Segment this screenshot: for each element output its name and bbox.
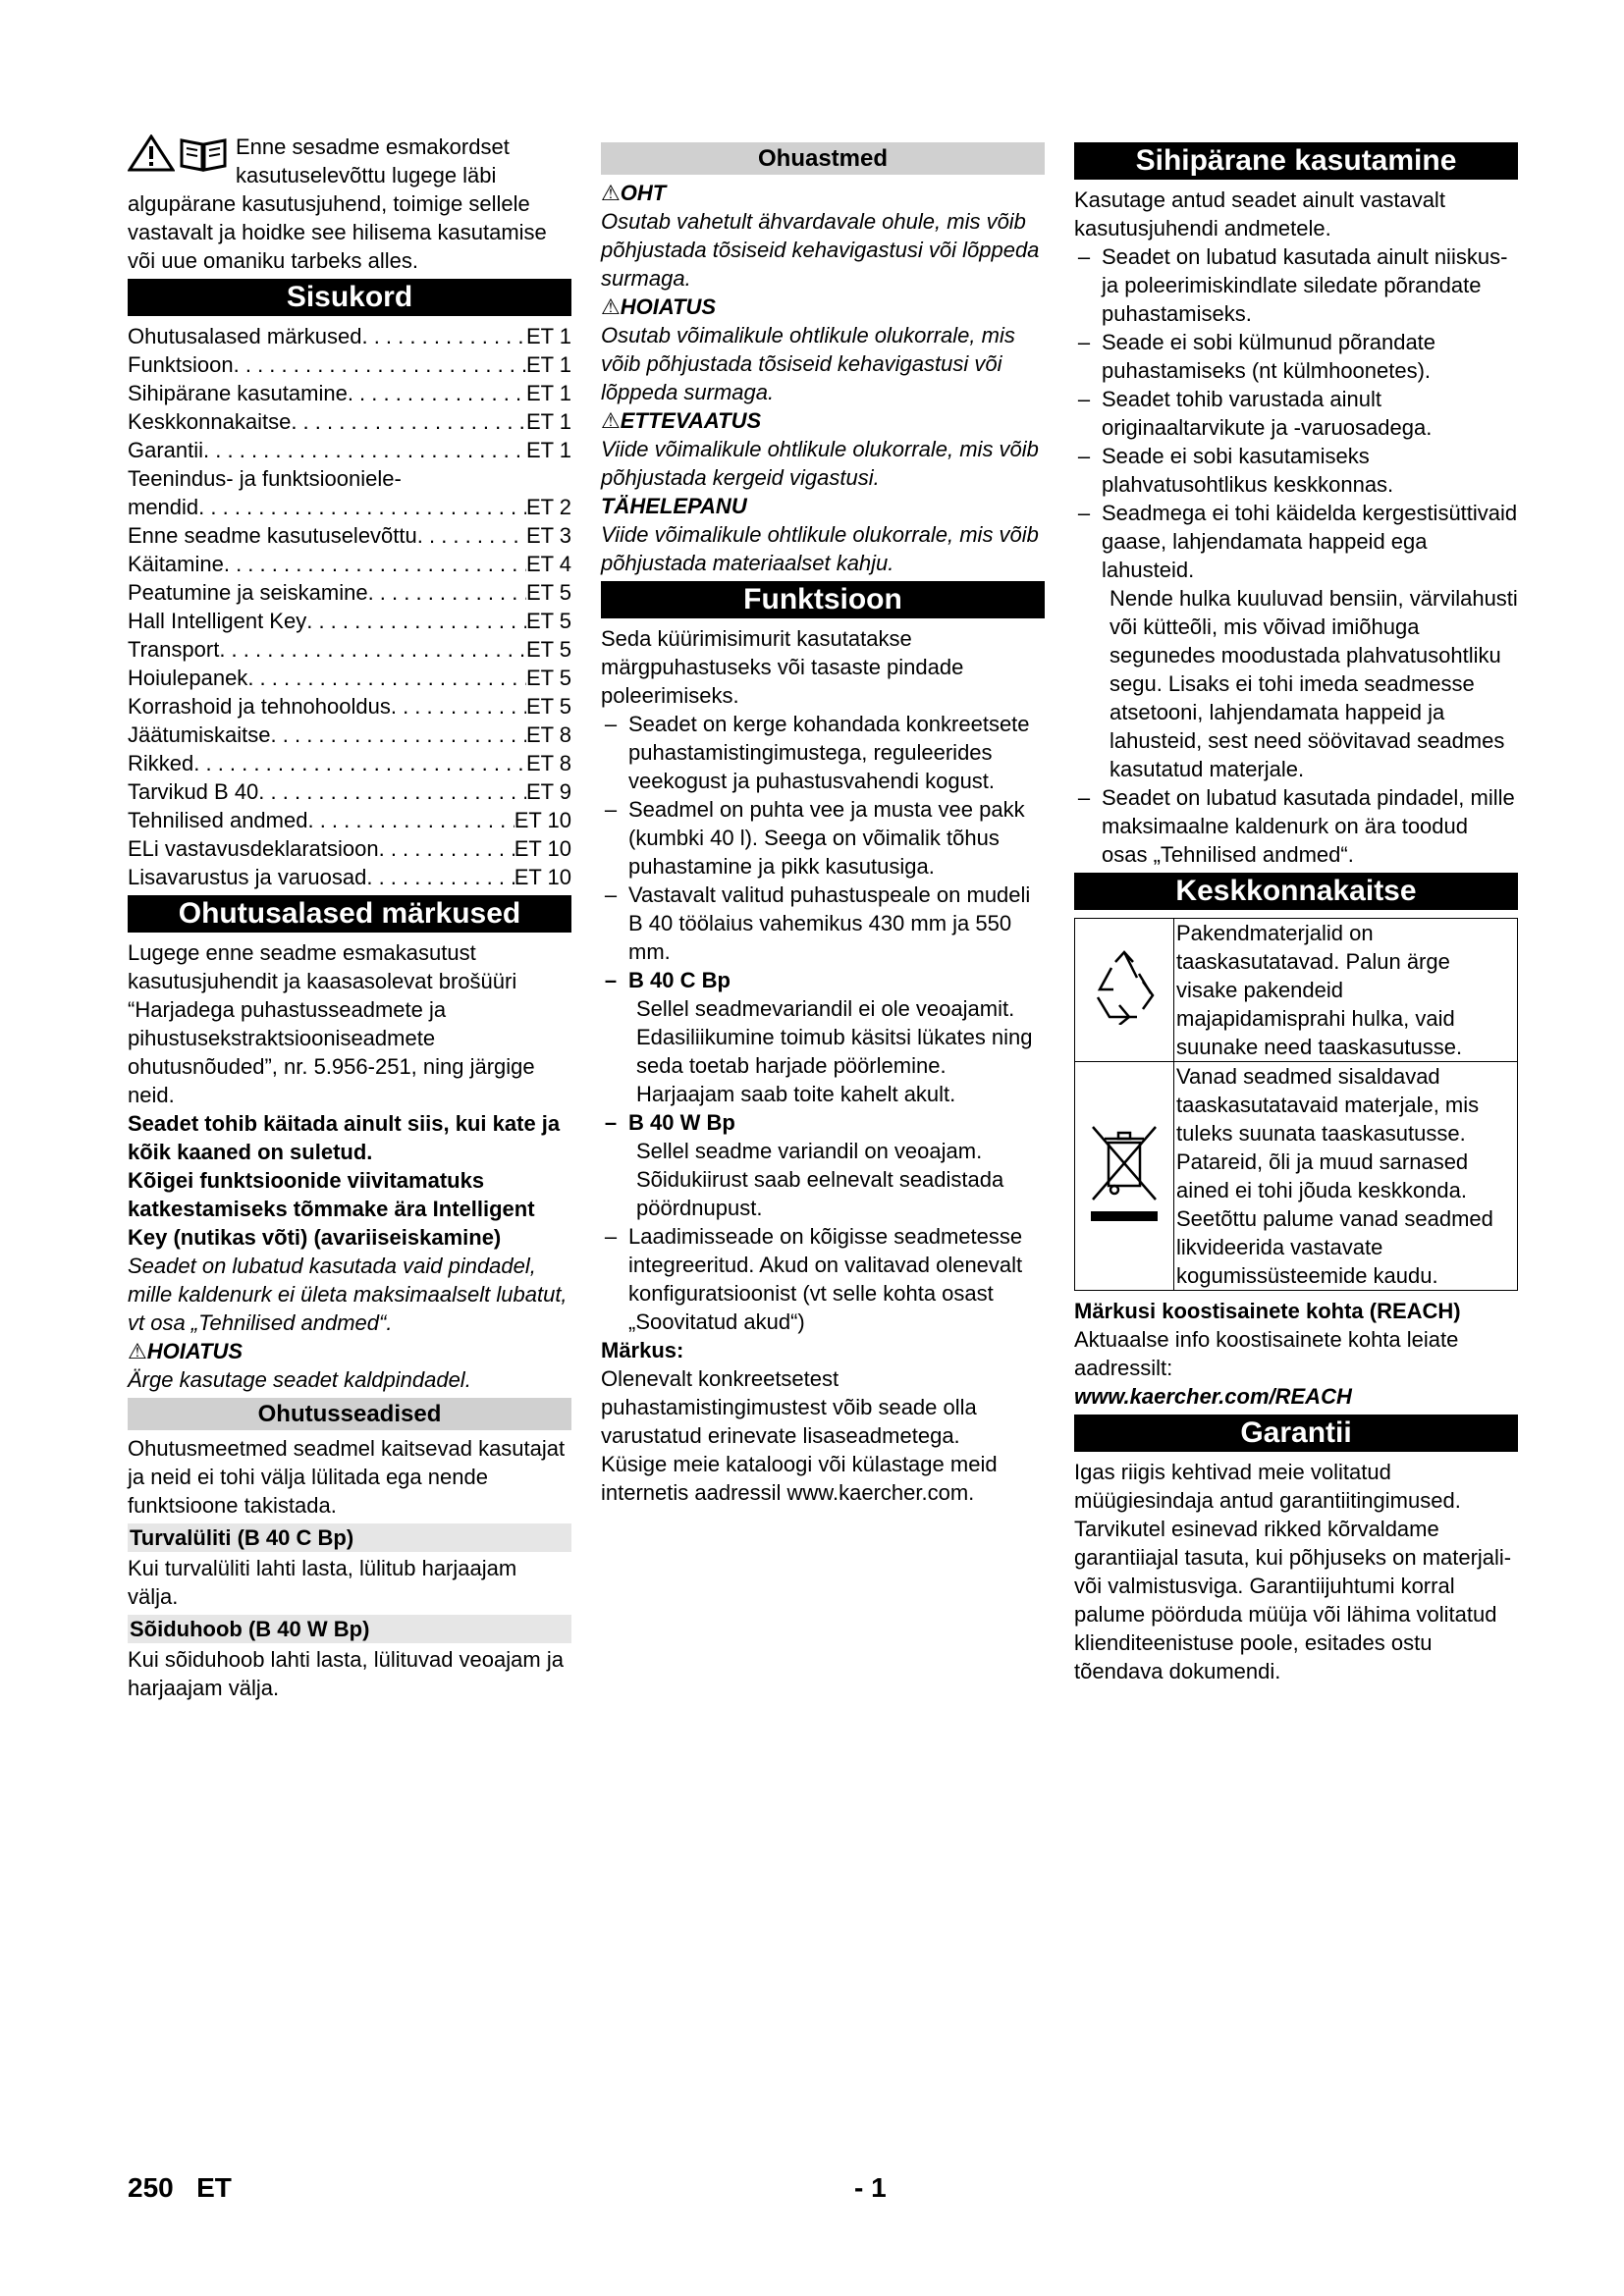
column-left: [128, 133, 571, 1702]
list-item: – Laadimisseade on kõigisse seadmetesse integreeritud. Akud on valitavad olenevalt konfiguratsioonist (vt selle kohta osast „Soovitatud akud“): [604, 1224, 1023, 1334]
toc-item: [128, 777, 571, 806]
level-text: Osutab võimalikule ohtlikule olukorrale, mis võib põhjustada tõsiseid kehavigastusi või lõppeda surmaga.: [601, 323, 1015, 404]
list-item: – Seadmega ei tohi käidelda kergestisüttivaid gaase, lahjendamata happeid ega lahusteid.: [1077, 501, 1518, 582]
toc-leader: [291, 407, 526, 436]
safety-warning-text: Ärge kasutage seadet kaldpindadel.: [128, 1367, 471, 1392]
toc-item-label: Lisavarustus ja varuosad: [128, 865, 367, 889]
level-label: ⚠ETTEVAATUS: [601, 408, 762, 433]
toc-leader: [224, 550, 526, 578]
devices-para: Ohutusmeetmed seadmel kaitsevad kasutajat ja neid ei tohi välja lülitada ega nende funktsioone takistada.: [128, 1436, 566, 1518]
toc-item-label: Hoiulepanek: [128, 666, 248, 690]
page-number: 250: [128, 2172, 174, 2203]
note-text: Olenevalt konkreetsetest puhastamistingimustest võib seade olla varustatud erinevate lisaseadmetega.: [601, 1366, 977, 1448]
toc-item: [128, 350, 571, 379]
toc-item-page: ET 9: [525, 779, 571, 804]
list-item: – Vastavalt valitud puhastuspeale on mudeli B 40 töölaius vahemikus 430 mm ja 550 mm.: [604, 882, 1031, 964]
list-item: – Seadet on kerge kohandada konkreetsete puhastamistingimustega, reguleerides veekogust ja puhastusvahendi kogust.: [604, 712, 1030, 793]
safety-warning-label: [128, 1337, 571, 1365]
toc-item-label: Peatumine ja seiskamine: [128, 580, 368, 605]
warranty-heading: Garantii: [1074, 1415, 1518, 1452]
toc-item-label: Ohutusalased märkused: [128, 324, 362, 348]
crossed-bin-icon: [1085, 1119, 1164, 1227]
toc-item: [128, 721, 571, 749]
toc-item-label: Jäätumiskaitse: [128, 722, 271, 747]
reach-text: Aktuaalse info koostisainete kohta leiate aadressilt:: [1074, 1327, 1459, 1380]
toc-item: [128, 749, 571, 777]
toc-item-label: Hall Intelligent Key: [128, 609, 307, 633]
intended-heading: Sihipärane kasutamine: [1074, 142, 1518, 180]
column-right: [1074, 133, 1518, 1685]
toc-item-page: ET 4: [525, 552, 571, 576]
list-item: – B 40 W Bp: [604, 1110, 735, 1135]
toc-item: [128, 322, 571, 350]
toc-item-page: ET 1: [525, 409, 571, 434]
intended-intro: Kasutage antud seadet ainult vastavalt kasutusjuhendi andmetele.: [1074, 187, 1445, 240]
table-of-contents: [128, 322, 571, 891]
footer-page: [128, 2173, 232, 2202]
toc-item-label: Käitamine: [128, 552, 224, 576]
toc-item: [128, 521, 571, 550]
toc-item-page: ET 5: [525, 666, 571, 690]
warning-triangle-icon: [128, 134, 175, 172]
toc-leader: [307, 806, 514, 834]
toc-leader: [379, 834, 514, 863]
level-text: Viide võimalikule ohtlikule olukorrale, mis võib põhjustada materiaalset kahju.: [601, 522, 1039, 575]
toc-item-page: ET 5: [525, 694, 571, 719]
toc-item-label: Tarvikud B 40: [128, 779, 259, 804]
list-item-detail: Nende hulka kuuluvad bensiin, värvilahusti või kütteõli, mis võivad imiõhuga segunedes moodustada plahvatusohtliku segu. Lisaks ei tohi imeda seadmesse atsetooni, lahjendamata happeid ja lahusteid, sest need söövitavad seadmes kasutatud materjale.: [1110, 586, 1518, 781]
toc-item: [128, 379, 571, 407]
level-label: TÄHELEPANU: [601, 494, 747, 518]
safety-heading: Ohutusalased märkused: [128, 895, 571, 933]
toc-item-page: ET 8: [525, 751, 571, 775]
reach-link[interactable]: www.kaercher.com/REACH: [1074, 1384, 1352, 1409]
toc-item-label: mendid: [128, 495, 199, 519]
level-label: ⚠OHT: [601, 181, 667, 205]
toc-leader: [306, 607, 526, 635]
toc-item: [128, 464, 571, 493]
sub-page-number: - 1: [854, 2172, 887, 2203]
level-text: Viide võimalikule ohtlikule olukorrale, mis võib põhjustada kergeid vigastusi.: [601, 437, 1039, 490]
toc-item-page: ET 10: [514, 865, 571, 889]
toc-item: [128, 407, 571, 436]
devices-sub2-text: Kui sõiduhoob lahti lasta, lülituvad veoajam ja harjaajam välja.: [128, 1647, 564, 1700]
recycle-text: Pakendmaterjalid on taaskasutatavad. Palun ärge visake pakendeid majapidamisprahi hulka, vaid suunake need taaskasutusse.: [1174, 919, 1518, 1062]
list-item: – Seadet tohib varustada ainult originaaltarvikute ja -varuosadega.: [1077, 387, 1433, 440]
toc-leader: [271, 721, 526, 749]
table-row: [1075, 1062, 1518, 1291]
toc-item-page: ET 1: [525, 438, 571, 462]
toc-leader: [247, 664, 526, 692]
safety-para-3: Kõigei funktsioonide viivitamatuks katkestamiseks tõmmake ära Intelligent Key (nutikas võti) (avariiseiskamine): [128, 1168, 535, 1250]
warranty-text: Igas riigis kehtivad meie volitatud müügiesindaja antud garantiitingimused. Tarvikutel esinevad rikked kõrvaldame garantiiajal tasuta, kui põhjuseks on materjali- või valmistusviga. Garantiijuhtumi korral palume pöörduda müüja või lähima volitatud klienditeenistuse poole, esitades ostu tõendava dokumendi.: [1074, 1460, 1512, 1683]
note-label: Märkus:: [601, 1338, 684, 1362]
devices-heading: Ohutusseadised: [128, 1398, 571, 1430]
toc-leader: [219, 635, 526, 664]
toc-item-label: Enne seadme kasutuselevõttu: [128, 523, 417, 548]
warning-triangle-icon: ⚠: [128, 1339, 147, 1363]
list-item-detail: Sellel seadmevariandil ei ole veoajamit. Edasiliikumine toimub käsitsi lükates ning seda toetab harjade pöörlemine. Harjaajam saab toite kahelt akult.: [636, 996, 1033, 1106]
toc-leader: [366, 863, 514, 891]
list-item: – Seade ei sobi kasutamiseks plahvatusohtlikus keskkonnas.: [1077, 444, 1394, 497]
list-item: – Seadmel on puhta vee ja musta vee pakk (kumbki 40 l). Seega on võimalik tõhus puhastamine ja pikk kasutusiga.: [604, 797, 1025, 879]
toc-item: [128, 834, 571, 863]
toc-item-label: Korrashoid ja tehnohooldus: [128, 694, 391, 719]
toc-leader: [258, 777, 526, 806]
intro-icons: [128, 134, 228, 172]
toc-item-page: ET 2: [525, 495, 571, 519]
function-heading: Funktsioon: [601, 581, 1045, 618]
toc-item-page: ET 1: [525, 324, 571, 348]
toc-item-page: ET 1: [525, 352, 571, 377]
toc-leader: [348, 379, 526, 407]
toc-item: [128, 664, 571, 692]
list-item: – B 40 C Bp: [604, 968, 731, 992]
safety-para-2: Seadet tohib käitada ainult siis, kui kate ja kõik kaaned on suletud.: [128, 1111, 561, 1164]
function-intro: Seda küürimisimurit kasutatakse märgpuhastuseks või tasaste pindade poleerimiseks.: [601, 626, 964, 708]
toc-leader: [368, 578, 526, 607]
toc-item-label: Garantii: [128, 438, 204, 462]
list-item: – Seadet on lubatud kasutada pindadel, mille maksimaalne kaldenurk on ära toodud osas „Tehnilised andmed“.: [1077, 785, 1515, 867]
list-item: – Seadet on lubatud kasutada ainult niiskus- ja poleerimiskindlate siledate põrandate puhastamiseks.: [1077, 244, 1508, 326]
toc-item-label: Teenindus- ja funktsiooniele-: [128, 466, 402, 491]
safety-para-1: Lugege enne seadme esmakasutust kasutusjuhendit ja kaasasolevat brošüüri “Harjadega puhastusseadmete ja pihustusekstraktsiooniseadmete ohutusnõuded”, nr. 5.956-251, ning järgige neid.: [128, 940, 535, 1107]
toc-item-label: Rikked: [128, 751, 194, 775]
toc-item-page: ET 5: [525, 637, 571, 662]
safety-para-4: Seadet on lubatud kasutada vaid pindadel, mille kaldenurk ei ületa maksimaalselt lubatut, vt osa „Tehnilised andmed“.: [128, 1254, 568, 1335]
toc-item-label: Sihipärane kasutamine: [128, 381, 348, 405]
recycle-cell: [1075, 919, 1174, 1062]
toc-item-page: ET 10: [514, 836, 571, 861]
reach-title: Märkusi koostisainete kohta (REACH): [1074, 1299, 1461, 1323]
table-row: [1075, 919, 1518, 1062]
toc-item-page: ET 1: [525, 381, 571, 405]
toc-item-label: Funktsioon: [128, 352, 234, 377]
toc-item: [128, 806, 571, 834]
warning-triangle-icon: ⚠: [601, 408, 621, 433]
toc-leader: [391, 692, 526, 721]
toc-item-label: ELi vastavusdeklaratsioon: [128, 836, 379, 861]
toc-item: [128, 607, 571, 635]
toc-item: [128, 635, 571, 664]
toc-item-page: ET 3: [525, 523, 571, 548]
list-item: – Seade ei sobi külmunud põrandate puhastamiseks (nt külmhoonetes).: [1077, 330, 1436, 383]
toc-leader: [361, 322, 525, 350]
toc-heading: Sisukord: [128, 279, 571, 316]
toc-item: [128, 493, 571, 521]
warning-triangle-icon: ⚠: [601, 294, 621, 319]
devices-sub2-heading: Sõiduhoob (B 40 W Bp): [128, 1615, 571, 1643]
toc-leader: [417, 521, 526, 550]
toc-leader: [203, 436, 526, 464]
toc-item: [128, 578, 571, 607]
levels-heading: Ohuastmed: [601, 142, 1045, 175]
toc-item: [128, 863, 571, 891]
recycle-icon: [1086, 948, 1163, 1025]
toc-item-page: ET 5: [525, 609, 571, 633]
toc-item-label: Tehnilised andmed: [128, 808, 308, 832]
environment-heading: Keskkonnakaitse: [1074, 873, 1518, 910]
toc-item-page: ET 10: [514, 808, 571, 832]
level-label: ⚠HOIATUS: [601, 294, 717, 319]
toc-item-label: Transport: [128, 637, 220, 662]
list-item-detail: Sellel seadme variandil on veoajam. Sõidukiirust saab eelnevalt seadistada pöördnupust.: [636, 1139, 1004, 1220]
toc-item: [128, 436, 571, 464]
devices-sub1-text: Kui turvalüliti lahti lasta, lülitub harjaajam välja.: [128, 1556, 517, 1609]
devices-sub1-heading: Turvalüliti (B 40 C Bp): [128, 1523, 571, 1552]
level-text: Osutab vahetult ähvardavale ohule, mis võib põhjustada tõsiseid kehavigastusi või lõppeda surmaga.: [601, 209, 1040, 291]
manual-book-icon: [179, 134, 228, 172]
toc-leader: [234, 350, 526, 379]
toc-item-label: Keskkonnakaitse: [128, 409, 292, 434]
weee-cell: [1075, 1062, 1174, 1291]
environment-table: [1074, 918, 1518, 1291]
weee-text: Vanad seadmed sisaldavad taaskasutatavaid materjale, mis tuleks suunata taaskasutusse. Patareid, õli ja muud sarnased ained ei tohi jõuda keskkonda. Seetõttu palume vanad seadmed likvideerida vastavate kogumissüsteemide kaudu.: [1174, 1062, 1518, 1291]
language-code: ET: [196, 2172, 232, 2203]
toc-item-page: ET 8: [525, 722, 571, 747]
catalog-text: Küsige meie kataloogi või külastage meid internetis aadressil www.kaercher.com.: [601, 1452, 998, 1505]
safety-warning-label-text: HOIATUS: [146, 1339, 244, 1363]
warning-triangle-icon: ⚠: [601, 181, 621, 205]
toc-leader: [193, 749, 526, 777]
intro-text: Enne sesadme esmakordset kasutuselevõttu lugege läbi algupärane kasutusjuhend, toimige sellele vastavalt ja hoidke see hilisema kasutamise või uue omaniku tarbeks alles.: [128, 134, 547, 273]
intro-block: [128, 133, 571, 275]
toc-item-page: ET 5: [525, 580, 571, 605]
column-middle: [601, 133, 1045, 1507]
toc-item: [128, 692, 571, 721]
toc-leader: [198, 493, 526, 521]
toc-item: [128, 550, 571, 578]
